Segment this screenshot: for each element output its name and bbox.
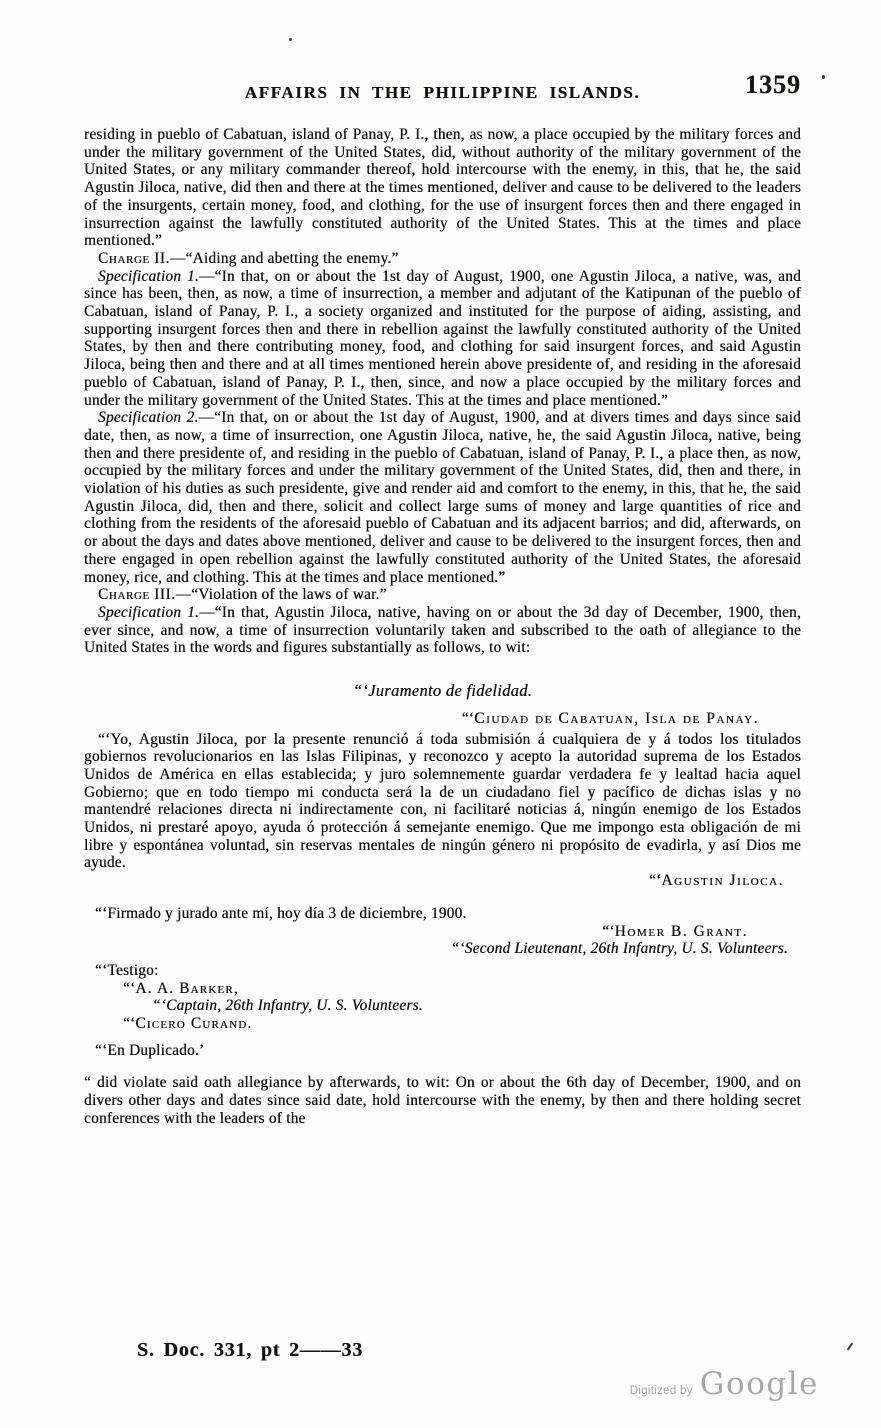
officer-signature <box>84 923 801 941</box>
signature-name: Agustin Jiloca. <box>661 872 784 890</box>
spec-label: Specification 1. <box>98 267 199 285</box>
quote-marks: “‘ <box>123 1015 136 1033</box>
quote-marks: “‘ <box>461 709 475 727</box>
quote-marks: “‘ <box>123 979 136 997</box>
senate-doc-signature-line: S. Doc. 331, pt 2——33 <box>137 1339 364 1361</box>
witness-2-name <box>123 1015 801 1033</box>
spec-label: Specification 1. <box>98 603 200 621</box>
charge-ii-line <box>84 250 801 268</box>
witness-name-text: Cicero Curand. <box>135 1015 253 1033</box>
charge-text: —“Aiding and abetting the enemy.” <box>169 249 399 267</box>
attestation-line: “‘Firmado y jurado ante mí, hoy día 3 de diciembre, 1900. <box>95 904 467 922</box>
google-logo: Google <box>699 1366 819 1402</box>
scan-speck <box>847 1342 854 1351</box>
quote-marks: “‘ <box>602 922 615 940</box>
witness-1-name <box>123 980 801 998</box>
watermark-prefix: Digitized by <box>629 1385 693 1397</box>
oath-signature <box>84 872 801 890</box>
page-header <box>84 70 801 106</box>
page-number: 1359 <box>745 70 801 99</box>
paragraph-continuation: residing in pueblo of Cabatuan, island of Panay, P. I., then, as now, a place occupied by the military forces and under the military government of the United States, did, without authority of the military government of the United States, or any military commander thereof, hold intercourse with the enemy, in this, that he, the said Agustin Jiloca, native, did then and there at the times mentioned, deliver and cause to be delivered to the leaders of the insurgents, certain money, food, and clothing, for the use of insurgent forces then and there engaged in insurrection against the lawfully constituted authority of the United States. This at the times and place mentioned.” <box>84 126 801 250</box>
spec-label: Specification 2. <box>98 409 199 427</box>
specification-1-charge-iii <box>84 604 801 657</box>
paragraph-final: “ did violate said oath allegiance by afterwards, to wit: On or about the 6th day of December, 1900, and on divers other days and dates since said date, hold intercourse with the enemy, by then and there holding secret conferences with the leaders of the <box>84 1074 801 1127</box>
oath-body: “‘Yo, Agustin Jiloca, por la presente renunció á toda submisión á cualquiera de y á todos los titulados gobiernos revolucionarios en las Islas Filipinas, y reconozco y acepto la autoridad suprema de los Estados Unidos de América en ellas establecida; y juro solemnemente guardar verdadera fe y lealtad hacia aquel Gobierno; que en todo tiempo mi conducta será la de un ciudadano fiel y pacífico de dichas islas y no mantendré relaciones directa ni indirectamente con, ni facilitaré noticias á, ningún enemigo de los Estados Unidos, ni prestaré apoyo, ayuda ó protección á semejante enemigo. Que me impongo esta obligación de mi libre y espontánea voluntad, sin reservas mentales de ningún género ni propósito de evadirla, y así Dios me ayude. <box>84 730 801 872</box>
running-title: AFFAIRS IN THE PHILIPPINE ISLANDS. <box>244 83 641 102</box>
scan-speck <box>289 38 292 41</box>
spec-text: —“In that, on or about the 1st day of August, 1900, and at divers times and days since said date, then, as now, a time of insurrection, one Agustin Jiloca, native, he, the said Agustin Jiloca, native, being then and there presidente of, and residing in the pueblo of Cabatuan, island of Panay, P. I., a place then, as now, occupied by the military forces and under the military government of the United States, did, then and there, in violation of his duties as such presidente, give and render aid and comfort to the enemy, in this, that he, the said Agustin Jiloca, did, then and there, solicit and collect large sums of money and large quantities of rice and clothing from the residents of the aforesaid pueblo of Cabatuan and its adjacent barrios; and did, afterwards, on or about the days and dates above mentioned, deliver and cause to be delivered to the insurgent forces, then and there engaged in open rebellion against the lawfully constituted authority of the United States, the aforesaid money, rice, and clothing. This at the times and place mentioned.” <box>84 409 801 586</box>
charge-label: Charge III. <box>98 586 176 604</box>
specification-2-charge-ii <box>84 409 801 586</box>
oath-dateline <box>84 710 801 728</box>
scan-speck <box>822 75 825 79</box>
digitized-watermark <box>630 1366 819 1402</box>
officer-title: “‘Second Lieutenant, 26th Infantry, U. S. Volunteers. <box>450 940 788 958</box>
specification-1-charge-ii <box>84 268 801 410</box>
duplicado-line: “‘En Duplicado.’ <box>95 1041 205 1059</box>
witness-name-text: A. A. Barker, <box>135 979 239 997</box>
charge-iii-line <box>84 586 801 604</box>
quote-marks: “‘ <box>649 872 662 890</box>
dateline-text: Ciudad de Cabatuan, Isla de Panay. <box>474 709 759 727</box>
spec-text: —“In that, Agustin Jiloca, native, having on or about the 3d day of December, 1900, then, ever since, and now, a time of insurrection voluntarily taken and subscribed to the oath of allegiance to the United States in the words and figures substantially as follows, to wit: <box>84 603 801 657</box>
charge-label: Charge II. <box>98 249 170 267</box>
charge-text: —“Violation of the laws of war.” <box>175 586 387 604</box>
witness-heading: “‘Testigo: <box>95 961 159 979</box>
witness-1-title: “‘Captain, 26th Infantry, U. S. Volunteers. <box>152 997 423 1015</box>
spec-text: —“In that, on or about the 1st day of August, 1900, one Agustin Jiloca, a native, was, and since has been, then, as now, a time of insurrection, a member and adjutant of the Katipunan of the pueblo of Cabatuan, island of Panay, P. I., a society organized and instituted for the purpose of aiding, assisting, and supporting insurgent forces then and there in rebellion against the lawfully constituted authority of the United States, by then and there contributing money, food, and clothing for said insurgent forces, and said Agustin Jiloca, being then and there and at all times mentioned herein above presidente of, and residing in the aforesaid pueblo of Cabatuan, island of Panay, P. I., then, since, and now a place occupied by the military forces and under the military government of the United States. This at the times and place mentioned.” <box>84 267 801 409</box>
text-column <box>84 70 801 1128</box>
officer-name: Homer B. Grant. <box>614 922 748 940</box>
oath-heading: “‘Juramento de fidelidad. <box>352 681 533 701</box>
